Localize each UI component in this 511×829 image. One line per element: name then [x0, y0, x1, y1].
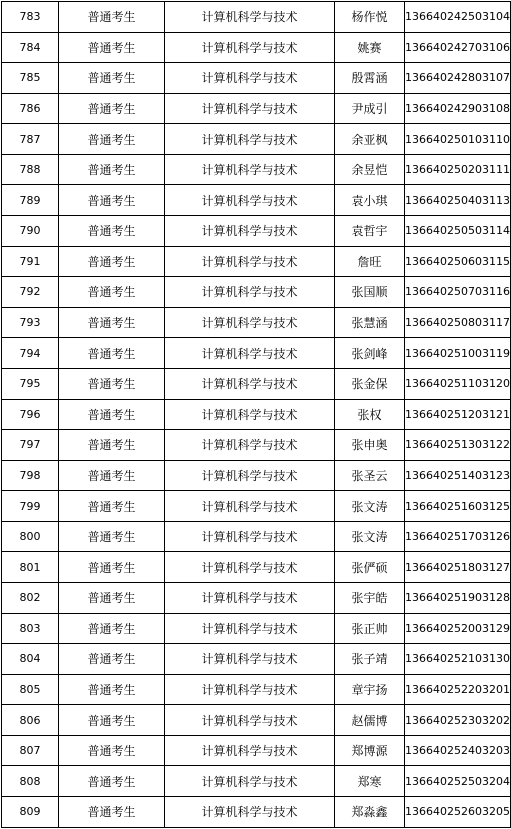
table-row [2, 552, 511, 583]
table-row [2, 766, 511, 797]
candidate-id-cell: 136640251603125 [405, 491, 511, 522]
student-table [1, 1, 511, 828]
table-row [2, 491, 511, 522]
student-name-cell: 姚赛 [335, 32, 405, 63]
major-cell: 计算机科学与技术 [165, 552, 335, 583]
table-row [2, 705, 511, 736]
student-name-cell: 郑博源 [335, 735, 405, 766]
candidate-id-cell: 136640242503104 [405, 2, 511, 33]
candidate-id-cell: 136640242803107 [405, 63, 511, 94]
major-cell: 计算机科学与技术 [165, 93, 335, 124]
row-number-cell: 786 [2, 93, 59, 124]
candidate-id-cell: 136640250103110 [405, 124, 511, 155]
major-cell: 计算机科学与技术 [165, 185, 335, 216]
student-name-cell: 张国顺 [335, 277, 405, 308]
table-row [2, 613, 511, 644]
major-cell: 计算机科学与技术 [165, 521, 335, 552]
candidate-id-cell: 136640250403113 [405, 185, 511, 216]
candidate-id-cell: 136640251103120 [405, 368, 511, 399]
major-cell: 计算机科学与技术 [165, 154, 335, 185]
candidate-type-cell: 普通考生 [59, 521, 165, 552]
row-number-cell: 785 [2, 63, 59, 94]
row-number-cell: 794 [2, 338, 59, 369]
row-number-cell: 796 [2, 399, 59, 430]
candidate-id-cell: 136640251803127 [405, 552, 511, 583]
major-cell: 计算机科学与技术 [165, 582, 335, 613]
major-cell: 计算机科学与技术 [165, 2, 335, 33]
table-row [2, 246, 511, 277]
major-cell: 计算机科学与技术 [165, 644, 335, 675]
row-number-cell: 806 [2, 705, 59, 736]
table-row [2, 644, 511, 675]
row-number-cell: 793 [2, 307, 59, 338]
major-cell: 计算机科学与技术 [165, 246, 335, 277]
row-number-cell: 798 [2, 460, 59, 491]
row-number-cell: 802 [2, 582, 59, 613]
candidate-id-cell: 136640250803117 [405, 307, 511, 338]
table-row [2, 124, 511, 155]
candidate-type-cell: 普通考生 [59, 705, 165, 736]
candidate-type-cell: 普通考生 [59, 277, 165, 308]
table-row [2, 368, 511, 399]
major-cell: 计算机科学与技术 [165, 368, 335, 399]
row-number-cell: 809 [2, 797, 59, 828]
row-number-cell: 807 [2, 735, 59, 766]
table-row [2, 154, 511, 185]
table-row [2, 185, 511, 216]
candidate-id-cell: 136640252303202 [405, 705, 511, 736]
candidate-id-cell: 136640251903128 [405, 582, 511, 613]
student-name-cell: 张宇皓 [335, 582, 405, 613]
student-name-cell: 张申奥 [335, 430, 405, 461]
student-name-cell: 杨作悦 [335, 2, 405, 33]
row-number-cell: 790 [2, 216, 59, 247]
table-row [2, 735, 511, 766]
candidate-type-cell: 普通考生 [59, 735, 165, 766]
major-cell: 计算机科学与技术 [165, 705, 335, 736]
major-cell: 计算机科学与技术 [165, 277, 335, 308]
table-row [2, 93, 511, 124]
student-name-cell: 张剑峰 [335, 338, 405, 369]
student-name-cell: 袁小琪 [335, 185, 405, 216]
candidate-type-cell: 普通考生 [59, 582, 165, 613]
candidate-id-cell: 136640250503114 [405, 216, 511, 247]
candidate-type-cell: 普通考生 [59, 399, 165, 430]
table-row [2, 399, 511, 430]
row-number-cell: 804 [2, 644, 59, 675]
candidate-id-cell: 136640251003119 [405, 338, 511, 369]
student-name-cell: 张金保 [335, 368, 405, 399]
candidate-id-cell: 136640252403203 [405, 735, 511, 766]
major-cell: 计算机科学与技术 [165, 124, 335, 155]
student-name-cell: 章宇扬 [335, 674, 405, 705]
table-row [2, 338, 511, 369]
candidate-type-cell: 普通考生 [59, 766, 165, 797]
candidate-id-cell: 136640251203121 [405, 399, 511, 430]
candidate-type-cell: 普通考生 [59, 154, 165, 185]
student-name-cell: 张文涛 [335, 521, 405, 552]
major-cell: 计算机科学与技术 [165, 613, 335, 644]
student-name-cell: 郑寒 [335, 766, 405, 797]
major-cell: 计算机科学与技术 [165, 674, 335, 705]
table-row [2, 2, 511, 33]
row-number-cell: 791 [2, 246, 59, 277]
student-name-cell: 殷霄涵 [335, 63, 405, 94]
table-row [2, 277, 511, 308]
major-cell: 计算机科学与技术 [165, 430, 335, 461]
candidate-type-cell: 普通考生 [59, 338, 165, 369]
candidate-type-cell: 普通考生 [59, 491, 165, 522]
student-name-cell: 余昱恺 [335, 154, 405, 185]
table-row [2, 216, 511, 247]
candidate-type-cell: 普通考生 [59, 674, 165, 705]
candidate-id-cell: 136640252503204 [405, 766, 511, 797]
candidate-type-cell: 普通考生 [59, 124, 165, 155]
candidate-type-cell: 普通考生 [59, 185, 165, 216]
row-number-cell: 805 [2, 674, 59, 705]
row-number-cell: 787 [2, 124, 59, 155]
major-cell: 计算机科学与技术 [165, 216, 335, 247]
major-cell: 计算机科学与技术 [165, 797, 335, 828]
candidate-type-cell: 普通考生 [59, 63, 165, 94]
table-body [2, 2, 511, 828]
candidate-id-cell: 136640242903108 [405, 93, 511, 124]
student-name-cell: 张俨硕 [335, 552, 405, 583]
table-row [2, 430, 511, 461]
row-number-cell: 784 [2, 32, 59, 63]
row-number-cell: 795 [2, 368, 59, 399]
row-number-cell: 799 [2, 491, 59, 522]
candidate-id-cell: 136640250703116 [405, 277, 511, 308]
student-name-cell: 詹旺 [335, 246, 405, 277]
candidate-type-cell: 普通考生 [59, 460, 165, 491]
candidate-type-cell: 普通考生 [59, 613, 165, 644]
student-name-cell: 尹成引 [335, 93, 405, 124]
student-name-cell: 张慧涵 [335, 307, 405, 338]
student-name-cell: 张正帅 [335, 613, 405, 644]
candidate-id-cell: 136640252603205 [405, 797, 511, 828]
table-row [2, 674, 511, 705]
table-row [2, 582, 511, 613]
candidate-id-cell: 136640251303122 [405, 430, 511, 461]
candidate-type-cell: 普通考生 [59, 644, 165, 675]
student-name-cell: 赵儒博 [335, 705, 405, 736]
student-name-cell: 郑淼鑫 [335, 797, 405, 828]
student-name-cell: 余亚枫 [335, 124, 405, 155]
row-number-cell: 803 [2, 613, 59, 644]
row-number-cell: 789 [2, 185, 59, 216]
major-cell: 计算机科学与技术 [165, 766, 335, 797]
row-number-cell: 801 [2, 552, 59, 583]
candidate-id-cell: 136640252203201 [405, 674, 511, 705]
candidate-type-cell: 普通考生 [59, 93, 165, 124]
major-cell: 计算机科学与技术 [165, 63, 335, 94]
candidate-id-cell: 136640252003129 [405, 613, 511, 644]
candidate-id-cell: 136640251403123 [405, 460, 511, 491]
candidate-type-cell: 普通考生 [59, 797, 165, 828]
candidate-type-cell: 普通考生 [59, 246, 165, 277]
table-row [2, 460, 511, 491]
major-cell: 计算机科学与技术 [165, 399, 335, 430]
candidate-type-cell: 普通考生 [59, 2, 165, 33]
table-row [2, 63, 511, 94]
candidate-id-cell: 136640251703126 [405, 521, 511, 552]
row-number-cell: 792 [2, 277, 59, 308]
student-name-cell: 张权 [335, 399, 405, 430]
student-name-cell: 张文涛 [335, 491, 405, 522]
major-cell: 计算机科学与技术 [165, 491, 335, 522]
row-number-cell: 808 [2, 766, 59, 797]
table-row [2, 32, 511, 63]
major-cell: 计算机科学与技术 [165, 338, 335, 369]
candidate-type-cell: 普通考生 [59, 32, 165, 63]
table-row [2, 307, 511, 338]
student-name-cell: 袁哲宇 [335, 216, 405, 247]
row-number-cell: 797 [2, 430, 59, 461]
major-cell: 计算机科学与技术 [165, 735, 335, 766]
candidate-type-cell: 普通考生 [59, 430, 165, 461]
table-row [2, 797, 511, 828]
candidate-id-cell: 136640252103130 [405, 644, 511, 675]
major-cell: 计算机科学与技术 [165, 307, 335, 338]
candidate-id-cell: 136640250603115 [405, 246, 511, 277]
student-name-cell: 张子靖 [335, 644, 405, 675]
candidate-id-cell: 136640250203111 [405, 154, 511, 185]
row-number-cell: 800 [2, 521, 59, 552]
row-number-cell: 783 [2, 2, 59, 33]
table-row [2, 521, 511, 552]
candidate-type-cell: 普通考生 [59, 307, 165, 338]
candidate-type-cell: 普通考生 [59, 216, 165, 247]
candidate-id-cell: 136640242703106 [405, 32, 511, 63]
candidate-type-cell: 普通考生 [59, 552, 165, 583]
candidate-type-cell: 普通考生 [59, 368, 165, 399]
row-number-cell: 788 [2, 154, 59, 185]
major-cell: 计算机科学与技术 [165, 32, 335, 63]
major-cell: 计算机科学与技术 [165, 460, 335, 491]
student-name-cell: 张圣云 [335, 460, 405, 491]
